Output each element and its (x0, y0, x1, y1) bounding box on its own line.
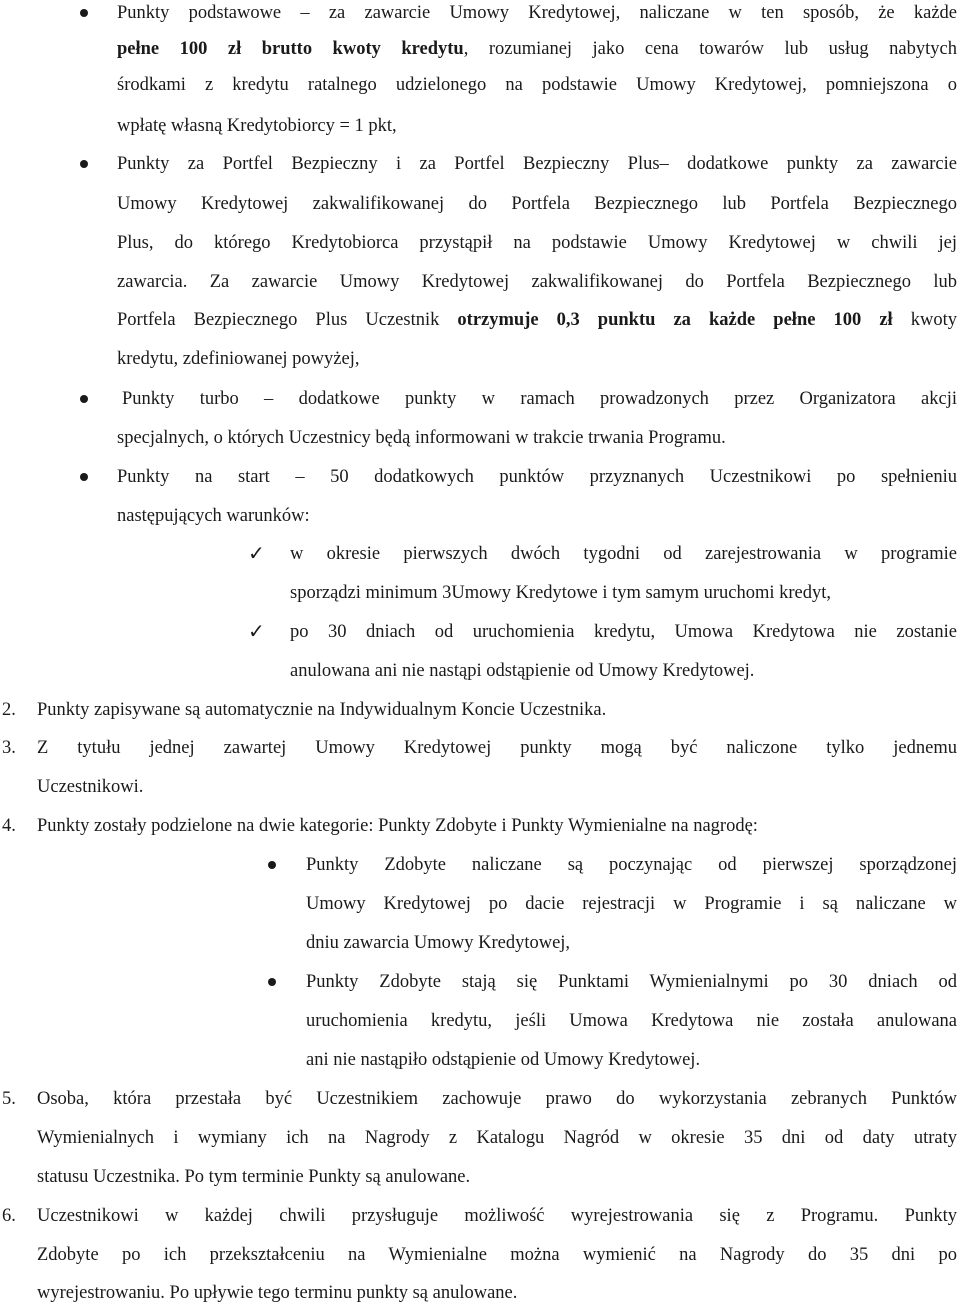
item-4-line-1: Punkty zostały podzielone na dwie kategorie: Punkty Zdobyte i Punkty Wymienialne na nagrodę: (37, 816, 758, 836)
bullet-1-line-1: Punkty podstawowe – za zawarcie Umowy Kredytowej, naliczane w ten sposób, że każde (117, 3, 957, 23)
bullet-marker (80, 473, 88, 481)
list-number: 3. (2, 738, 16, 758)
item-6-line-1: Uczestnikowi w każdej chwili przysługuje możliwość wyrejestrowania się z Programu. Punkty (37, 1206, 957, 1226)
item-6-line-3: wyrejestrowaniu. Po upływie tego terminu punkty są anulowane. (37, 1283, 518, 1303)
item-3-line-2: Uczestnikowi. (37, 777, 144, 797)
bullet-2-line-4: zawarcia. Za zawarcie Umowy Kredytowej zakwalifikowanej do Portfela Bezpiecznego lub (117, 272, 957, 292)
bullet-1-line-2 (117, 36, 957, 62)
check-1-line-1: w okresie pierwszych dwóch tygodni od zarejestrowania w programie (290, 544, 957, 564)
bullet-2-line-5 (117, 307, 957, 333)
list-number: 6. (2, 1206, 16, 1226)
item-5-line-3: statusu Uczestnika. Po tym terminie Punkty są anulowane. (37, 1167, 471, 1187)
check-icon: ✓ (248, 619, 265, 643)
bullet-marker (268, 978, 276, 986)
text-span: , rozumianej jako cena towarów lub usług nabytych (463, 39, 957, 59)
bullet-2-line-6: kredytu, zdefiniowanej powyżej, (117, 349, 360, 369)
bullet-4-line-1: Punkty na start – 50 dodatkowych punktów przyznanych Uczestnikowi po spełnieniu (117, 467, 957, 487)
bullet-1-line-4: wpłatę własną Kredytobiorcy = 1 pkt, (117, 116, 397, 136)
bullet-3-line-2: specjalnych, o których Uczestnicy będą informowani w trakcie trwania Programu. (117, 428, 726, 448)
check-1-line-2: sporządzi minimum 3Umowy Kredytowe i tym samym uruchomi kredyt, (290, 583, 832, 603)
list-number: 5. (2, 1089, 16, 1109)
item-2-line-1: Punkty zapisywane są automatycznie na Indywidualnym Koncie Uczestnika. (37, 700, 607, 720)
text-span: Portfela Bezpiecznego Plus Uczestnik (117, 310, 458, 330)
bullet-marker (80, 9, 88, 17)
bullet-marker (80, 160, 88, 168)
bullet-4-line-2: następujących warunków: (117, 506, 310, 526)
bold-phrase: pełne 100 zł brutto kwoty kredytu (117, 39, 464, 59)
sub-2-line-2: uruchomienia kredytu, jeśli Umowa Kredytowa nie została anulowana (306, 1011, 957, 1031)
bullet-3-line-1: Punkty turbo – dodatkowe punkty w ramach prowadzonych przez Organizatora akcji (122, 389, 957, 409)
list-number: 4. (2, 816, 16, 836)
bullet-marker (268, 861, 276, 869)
bullet-marker (80, 395, 88, 403)
sub-1-line-1: Punkty Zdobyte naliczane są poczynając od pierwszej sporządzonej (306, 855, 957, 875)
item-5-line-1: Osoba, która przestała być Uczestnikiem zachowuje prawo do wykorzystania zebranych Punktów (37, 1089, 957, 1109)
check-2-line-2: anulowana ani nie nastąpi odstąpienie od Umowy Kredytowej. (290, 661, 755, 681)
sub-1-line-2: Umowy Kredytowej po dacie rejestracji w Programie i są naliczane w (306, 894, 957, 914)
item-3-line-1: Z tytułu jednej zawartej Umowy Kredytowej punkty mogą być naliczone tylko jednemu (37, 738, 957, 758)
sub-2-line-1: Punkty Zdobyte stają się Punktami Wymienialnymi po 30 dniach od (306, 972, 957, 992)
list-number: 2. (2, 700, 16, 720)
check-2-line-1: po 30 dniach od uruchomienia kredytu, Umowa Kredytowa nie zostanie (290, 622, 957, 642)
bullet-2-line-2: Umowy Kredytowej zakwalifikowanej do Portfela Bezpiecznego lub Portfela Bezpiecznego (117, 194, 957, 214)
bullet-2-line-1: Punkty za Portfel Bezpieczny i za Portfel Bezpieczny Plus– dodatkowe punkty za zawarcie (117, 154, 957, 174)
bullet-1-line-3: środkami z kredytu ratalnego udzielonego na podstawie Umowy Kredytowej, pomniejszona o (117, 75, 957, 95)
text-span: kwoty (892, 310, 957, 330)
bullet-2-line-3: Plus, do którego Kredytobiorca przystąpił na podstawie Umowy Kredytowej w chwili jej (117, 233, 957, 253)
item-6-line-2: Zdobyte po ich przekształceniu na Wymienialne można wymienić na Nagrody do 35 dni po (37, 1245, 957, 1265)
bold-phrase: otrzymuje 0,3 punktu za każde pełne 100 zł (457, 310, 893, 330)
check-icon: ✓ (248, 541, 265, 565)
sub-2-line-3: ani nie nastąpiło odstąpienie od Umowy Kredytowej. (306, 1050, 701, 1070)
item-5-line-2: Wymienialnych i wymiany ich na Nagrody z Katalogu Nagród w okresie 35 dni od daty utraty (37, 1128, 957, 1148)
sub-1-line-3: dniu zawarcia Umowy Kredytowej, (306, 933, 571, 953)
